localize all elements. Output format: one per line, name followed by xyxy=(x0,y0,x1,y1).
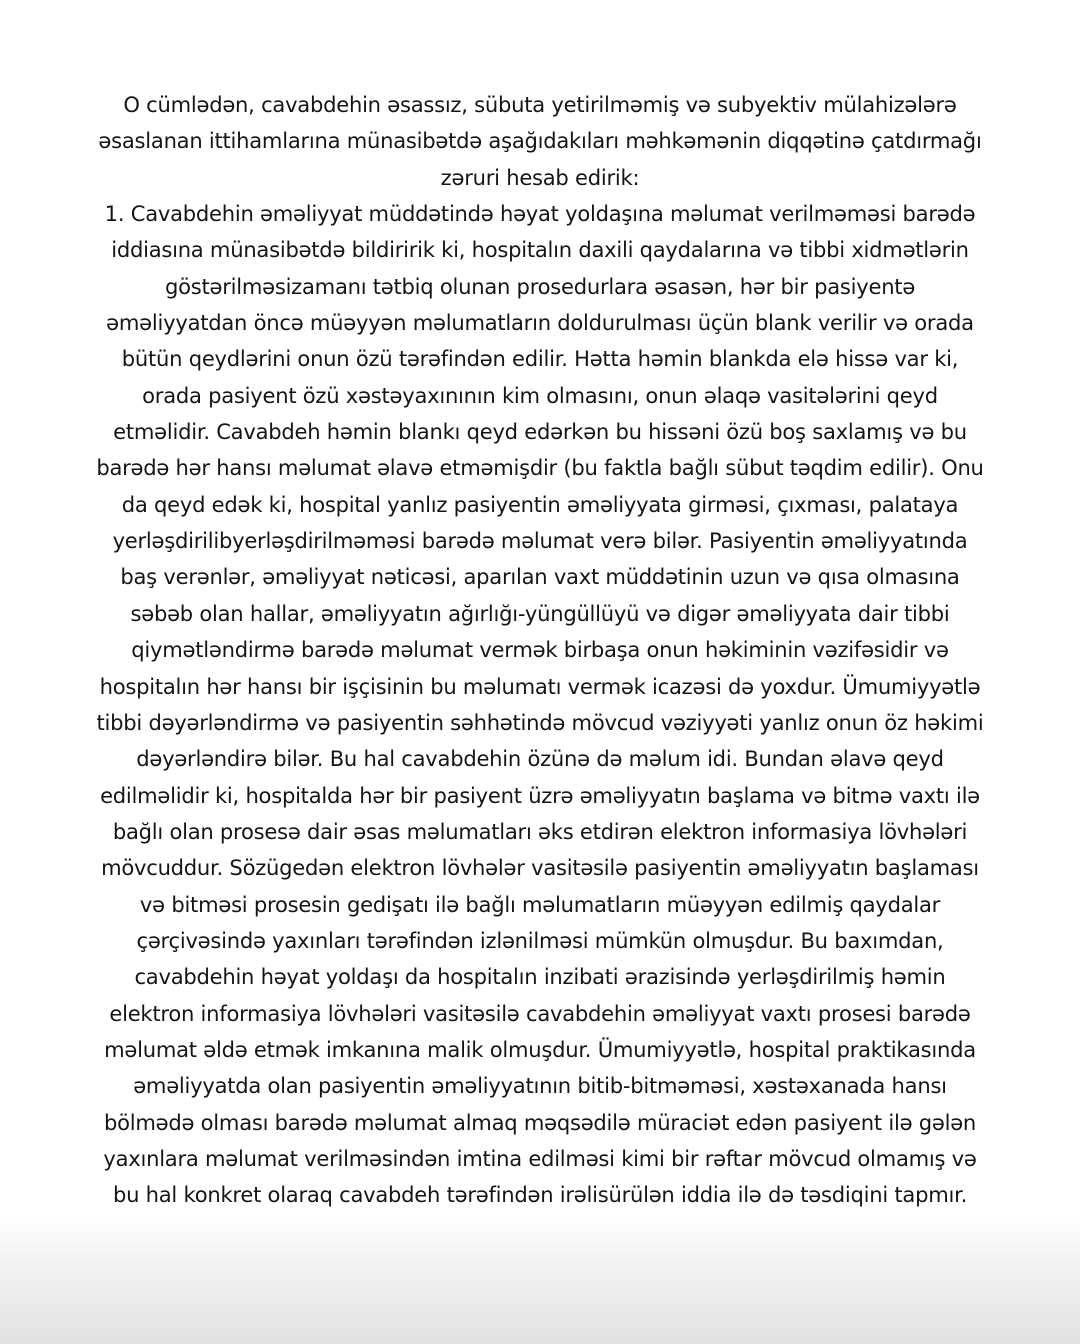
text-line: əməliyyatdan öncə müəyyən məlumatların doldurulması üçün blank verilir və orada xyxy=(106,311,974,337)
text-line: əsaslanan ittihamlarına münasibətdə aşağıdakıları məhkəmənin diqqətinə çatdırmağı xyxy=(98,129,982,155)
text-line: baş verənlər, əməliyyat nəticəsi, aparılan vaxt müddətinin uzun və qısa olmasına xyxy=(120,565,960,591)
text-line: iddiasına münasibətdə bildiririk ki, hospitalın daxili qaydalarına və tibbi xidmətlərin xyxy=(111,238,969,264)
text-line: əməliyyatda olan pasiyentin əməliyyatının bitib-bitməməsi, xəstəxanada hansı xyxy=(133,1074,947,1100)
text-line: barədə hər hansı məlumat əlavə etməmişdir (bu faktla bağlı sübut təqdim edilir). Onu xyxy=(96,456,984,482)
text-line: yerləşdirilibyerləşdirilməməsi barədə məlumat verə bilər. Pasiyentin əməliyyatında xyxy=(112,529,968,555)
text-line: elektron informasiya lövhələri vasitəsilə cavabdehin əməliyyat vaxtı prosesi barədə xyxy=(109,1001,971,1027)
text-line: hospitalın hər hansı bir işçisinin bu məlumatı vermək icazəsi də yoxdur. Ümumiyyətlə xyxy=(99,674,981,700)
text-line: çərçivəsində yaxınları tərəfindən izlənilməsi mümkün olmuşdur. Bu baxımdan, xyxy=(136,928,944,954)
text-line: bağlı olan prosesə dair əsas məlumatları əks etdirən elektron informasiya lövhələri xyxy=(112,819,968,845)
text-line: cavabdehin həyat yoldaşı da hospitalın inzibati ərazisində yerləşdirilmiş həmin xyxy=(134,965,946,991)
text-line: bölmədə olması barədə məlumat almaq məqsədilə müraciət edən pasiyent ilə gələn xyxy=(103,1110,977,1136)
text-line: orada pasiyent özü xəstəyaxınının kim olmasını, onun əlaqə vasitələrini qeyd xyxy=(142,383,938,409)
text-line: dəyərləndirə bilər. Bu hal cavabdehin özünə də məlum idi. Bundan əlavə qeyd xyxy=(136,747,944,773)
text-line: tibbi dəyərləndirmə və pasiyentin səhhətində mövcud vəziyyəti yanlız onun öz həkimi xyxy=(96,710,984,736)
text-line: edilməlidir ki, hospitalda hər bir pasiyent üzrə əməliyyatın başlama və bitmə vaxtı ilə xyxy=(100,783,980,809)
text-line: göstərilməsizamanı tətbiq olunan prosedurlara əsasən, hər bir pasiyentə xyxy=(164,274,916,300)
text-line: məlumat əldə etmək imkanına malik olmuşdur. Ümumiyyətlə, hospital praktikasında xyxy=(104,1037,976,1063)
text-line: bütün qeydlərini onun özü tərəfindən edilir. Hətta həmin blankda elə hissə var ki, xyxy=(121,347,959,373)
text-line: bu hal konkret olaraq cavabdeh tərəfindən irəlisürülən iddia ilə də təsdiqini tapmır. xyxy=(112,1183,968,1209)
text-line: qiymətləndirmə barədə məlumat vermək birbaşa onun həkiminin vəzifəsidir və xyxy=(131,638,949,664)
text-line: O cümlədən, cavabdehin əsassız, sübuta yetirilməmiş və subyektiv mülahizələrə xyxy=(123,93,957,118)
text-line: etməlidir. Cavabdeh həmin blankı qeyd edərkən bu hissəni özü boş saxlamış və bu xyxy=(113,420,967,446)
text-line: da qeyd edək ki, hospital yanlız pasiyentin əməliyyata girməsi, çıxması, palataya xyxy=(121,492,959,518)
text-line: yaxınlara məlumat verilməsindən imtina edilməsi kimi bir rəftar mövcud olmamış və xyxy=(103,1146,977,1172)
text-line: 1. Cavabdehin əməliyyat müddətində həyat yoldaşına məlumat verilməməsi barədə xyxy=(104,202,976,228)
text-line: zəruri hesab edirik: xyxy=(440,165,640,191)
text-line: səbəb olan hallar, əməliyyatın ağırlığı-yüngüllüyü və digər əməliyyata dair tibbi xyxy=(130,601,950,627)
text-line: mövcuddur. Sözügedən elektron lövhələr vasitəsilə pasiyentin əməliyyatın başlaması xyxy=(101,856,979,882)
text-line: və bitməsi prosesin gedişatı ilə bağlı məlumatların müəyyən edilmiş qaydalar xyxy=(139,892,941,918)
document-body xyxy=(0,88,1080,1215)
